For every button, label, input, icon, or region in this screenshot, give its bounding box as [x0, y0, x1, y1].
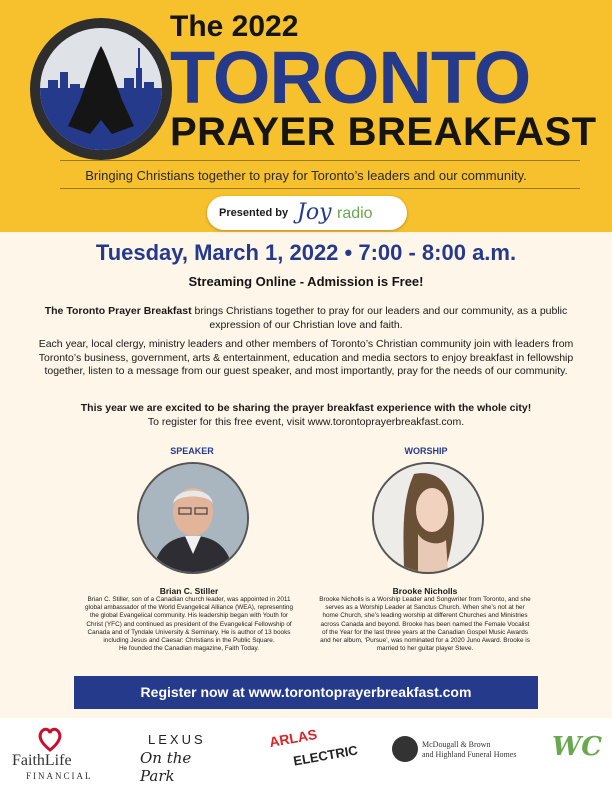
wc-logo: [550, 728, 602, 780]
lexus-name: LEXUS: [148, 732, 206, 747]
wc-mark: WC: [552, 732, 602, 762]
worship-section-label: WORSHIP: [404, 446, 448, 456]
arlas-sub: ELECTRIC: [292, 742, 359, 769]
lexus-logo: [140, 732, 230, 785]
sponsor-logos: [0, 718, 612, 792]
faithlife-sub: FINANCIAL: [26, 771, 93, 781]
intro-paragraph: [36, 305, 576, 332]
invite-paragraph: [36, 402, 576, 429]
speaker-section-label: SPEAKER: [170, 446, 214, 456]
toronto-title: TORONTO: [170, 36, 531, 119]
faithlife-logo: [12, 726, 92, 784]
event-year-title: The 2022: [170, 10, 299, 43]
streaming-note: Streaming Online - Admission is Free!: [188, 274, 424, 289]
intro-text: brings Christians together to pray for our leaders and our community, as a public expression of our Christian love and faith.: [191, 305, 568, 331]
worship-leader-bio: Brooke Nicholls is a Worship Leader and Songwriter from Toronto, and she serves as a Worship Leader at Sanctus Church. When she’s not at her home Church, she’s leading worship at different Churches and Ministries across Canada and beyond. Brooke has been named the Female Vocalist of the Year for the last three years at the Canadian Gospel Music Awards and her album, ‘Pursue’, was nominated for a 2020 Juno Award. Brooke is married to her guitar player Steve.: [319, 596, 531, 653]
mcdougall-name: McDougall & Brown: [422, 740, 491, 749]
lexus-sub: On the Park: [140, 749, 192, 785]
mcdougall-sub: and Highland Funeral Homes: [422, 750, 517, 759]
description-paragraph: Each year, local clergy, ministry leaders and other members of Toronto’s Christian community join with leaders from Toronto’s business, government, arts & entertainment, education and media sectors to enjoy breakfast in fellowship together, listen to a message from our guest speaker, and most importantly, pray for the needs of our community.: [38, 338, 574, 377]
faithlife-name: FaithLife: [12, 752, 72, 769]
register-banner[interactable]: Register now at www.torontoprayerbreakfast.com: [74, 676, 538, 709]
intro-bold: The Toronto Prayer Breakfast: [44, 305, 192, 317]
arlas-name: ARLAS: [267, 725, 319, 751]
speaker-name: Brian C. Stiller: [159, 586, 219, 596]
speaker-bio: [82, 596, 296, 653]
invite-bold: This year we are excited to be sharing the prayer breakfast experience with the whole city!: [80, 402, 532, 414]
prayer-breakfast-title: PRAYER BREAKFAST: [170, 110, 597, 154]
arlas-electric-logo: [265, 725, 365, 780]
joyradio-logo-radio: radio: [337, 205, 373, 222]
presented-by-label: Presented by: [219, 207, 289, 219]
speaker-photo: [137, 462, 249, 574]
presented-by-badge: [207, 196, 407, 230]
speaker-bio-text: Brian C. Stiller, son of a Canadian church leader, was appointed in 2011 global ambassador of the World Evangelical Alliance (WEA), representing the global Evangelical community. His leadership began with Youth for Christ (YFC) and continued as president of the Evangelical Fellowship of Canada and of Tyndale University & Seminary. He is author of 13 books including Jesus and Caesar: Christians in the Public Square.: [84, 596, 294, 645]
mcdougall-logo: [392, 736, 552, 772]
event-date: Tuesday, March 1, 2022 • 7:00 - 8:00 a.m.: [95, 240, 517, 265]
mcdougall-emblem-icon: [392, 736, 418, 762]
joyradio-logo-joy: Joy: [297, 200, 332, 225]
praying-hands-logo: [30, 18, 172, 160]
divider-bottom: [60, 188, 580, 189]
faithlife-heart-icon: [38, 726, 62, 752]
header-banner: [0, 0, 612, 232]
worship-leader-name: Brooke Nicholls: [392, 586, 458, 596]
worship-leader-photo: [372, 462, 484, 574]
invite-text: To register for this free event, visit www.torontoprayerbreakfast.com.: [147, 415, 465, 428]
tagline: Bringing Christians together to pray for Toronto’s leaders and our community.: [85, 168, 527, 183]
speaker-bio-last: He founded the Canadian magazine, Faith Today.: [118, 645, 260, 653]
divider-top: [60, 160, 580, 161]
